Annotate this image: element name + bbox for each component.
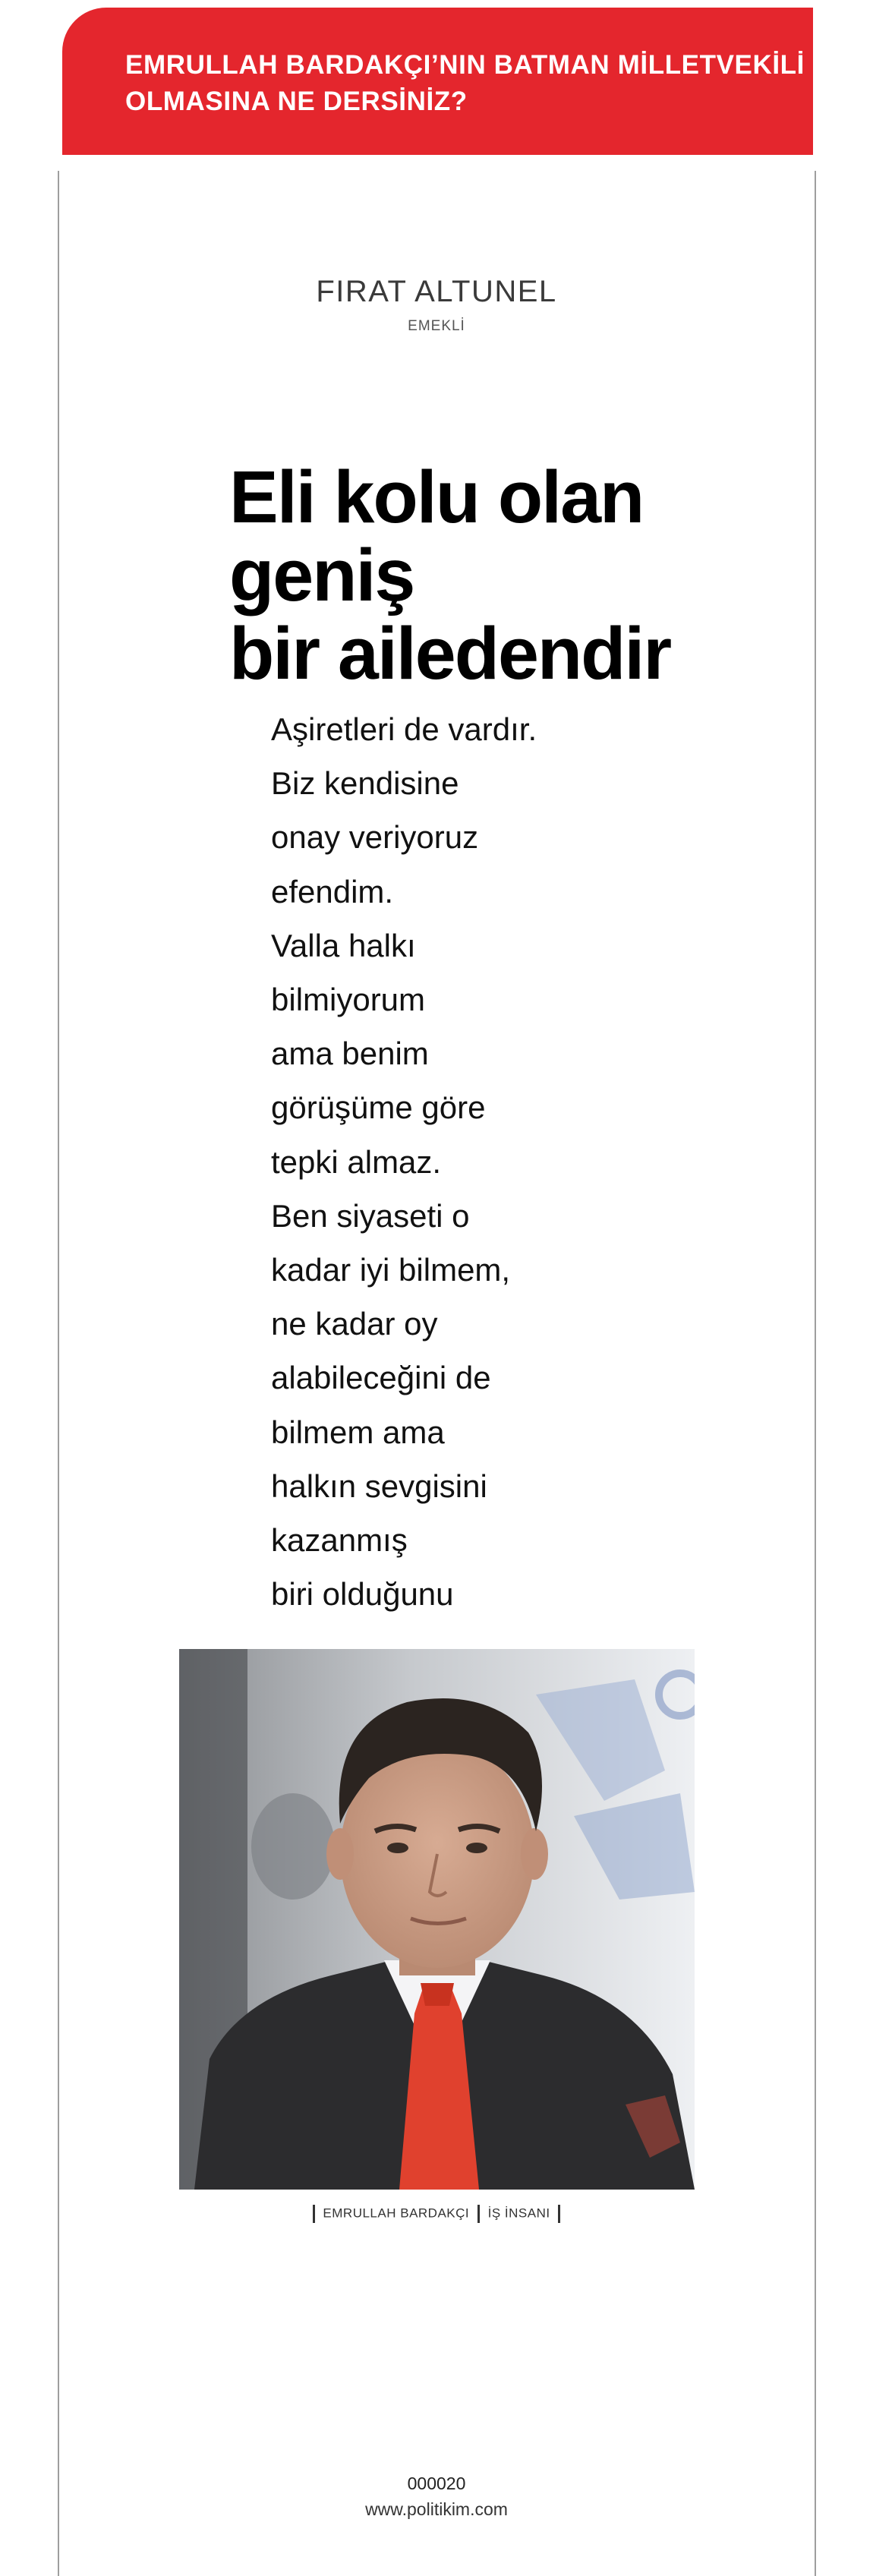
- caption-divider: [477, 2205, 480, 2223]
- banner-question-line-2: OLMASINA NE DERSİNİZ?: [125, 87, 468, 116]
- quote-line: bilmiyorum: [271, 982, 426, 1018]
- photo-caption: [0, 2203, 873, 2224]
- quote-line: Aşiretleri de vardır.: [271, 711, 537, 747]
- quote-line: ne kadar oy: [271, 1306, 438, 1342]
- headline: [229, 456, 761, 695]
- quote-line: halkın sevgisini: [271, 1468, 487, 1504]
- quote-line: onay veriyoruz: [271, 819, 479, 856]
- page-number: 000020: [407, 2474, 466, 2493]
- question-banner: [62, 8, 813, 155]
- caption-person-name: EMRULLAH BARDAKÇI: [323, 2206, 470, 2221]
- quote-line: bilmem ama: [271, 1414, 445, 1450]
- quote-line: Valla halkı: [271, 927, 416, 963]
- quote-line: efendim.: [271, 873, 394, 910]
- author-name: FIRAT ALTUNEL: [316, 275, 557, 308]
- quote-line: Ben siyaseti o: [271, 1197, 470, 1234]
- banner-question-line-1: EMRULLAH BARDAKÇI’NIN BATMAN MİLLETVEKİLİ: [125, 50, 805, 80]
- quote-line: görüşüme göre: [271, 1089, 486, 1126]
- quote-body: [271, 702, 651, 1621]
- quote-line: Biz kendisine: [271, 765, 459, 802]
- portrait-photo: [179, 1649, 695, 2190]
- portrait-illustration: [179, 1649, 695, 2190]
- quote-line: tepki almaz.: [271, 1143, 442, 1180]
- quote-line: kazanmış: [271, 1522, 408, 1559]
- quote-line: kadar iyi bilmem,: [271, 1252, 511, 1288]
- caption-person-role: İŞ İNSANI: [487, 2206, 550, 2221]
- quote-line: alabileceğini de: [271, 1360, 491, 1396]
- headline-line: bir ailedendir: [229, 612, 671, 695]
- caption-divider: [313, 2205, 315, 2223]
- quote-line: ama benim: [271, 1036, 429, 1072]
- headline-line: geniş: [229, 534, 414, 616]
- quote-line: biri olduğunu: [271, 1576, 454, 1613]
- caption-divider: [558, 2205, 560, 2223]
- headline-line: Eli kolu olan: [229, 456, 644, 538]
- author-role: EMEKLİ: [408, 318, 465, 334]
- website-link[interactable]: www.politikim.com: [365, 2499, 508, 2519]
